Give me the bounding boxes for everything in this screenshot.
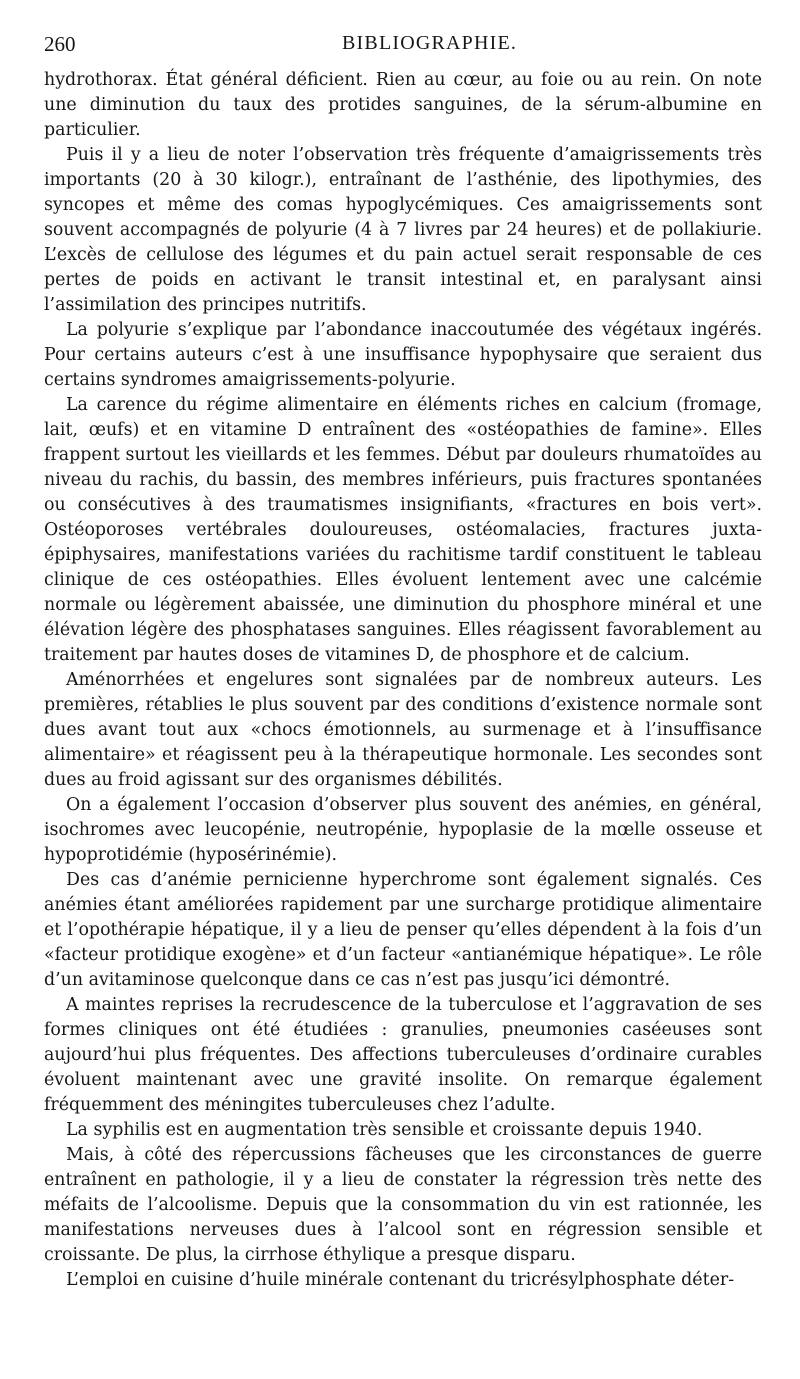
paragraph-hydrothorax: hydrothorax. État général déficient. Rien au cœur, au foie ou au rein. On note une diminution du taux des protides sanguines, de la sérum-albumine en particulier. xyxy=(44,70,762,140)
page-number: 260 xyxy=(44,32,76,56)
paragraph-anemies: On a également l’occasion d’observer plus souvent des anémies, en général, isochromes avec leucopénie, neutropénie, hypoplasie de la mœlle osseuse et hypoprotidémie (hyposérinémie). xyxy=(44,795,762,865)
paragraph-anemie-pernicienne: Des cas d’anémie pernicienne hyperchrome sont également signalés. Ces anémies étant améliorées rapidement par une surcharge protidique alimentaire et l’opothérapie hépatique, il y a lieu de penser qu’elles dépendent à la fois d’un «facteur protidique exogène» et d’un facteur «antianémique hépatique». Le rôle d’un avitaminose quelconque dans ce cas n’est pas jusqu’ici démontré. xyxy=(44,870,762,990)
book-page xyxy=(44,28,762,1293)
paragraph-polyurie: La polyurie s’explique par l’abondance inaccoutumée des végétaux ingérés. Pour certains auteurs c’est à une insuffisance hypophysaire que seraient dus certains syndromes amaigrissements-polyurie. xyxy=(44,320,762,390)
body-text xyxy=(44,68,762,1293)
paragraph-alcoolisme: Mais, à côté des répercussions fâcheuses que les circonstances de guerre entraînent en pathologie, il y a lieu de constater la régression très nette des méfaits de l’alcoolisme. Depuis que la consommation du vin est rationnée, les manifestations nerveuses dues à l’alcool sont en régression sensible et croissante. De plus, la cirrhose éthylique a presque disparu. xyxy=(44,1145,762,1265)
paragraph-amaigrissements: Puis il y a lieu de noter l’observation très fréquente d’amaigrissements très importants (20 à 30 kilogr.), entraînant de l’asthénie, des lipothymies, des syncopes et même des comas hypoglycémiques. Ces amaigrissements sont souvent accompagnés de polyurie (4 à 7 livres par 24 heures) et de pollakiurie. L’excès de cellulose des légumes et du pain actuel serait responsable de ces pertes de poids en activant le transit intestinal et, en paralysant ainsi l’assimilation des principes nutritifs. xyxy=(44,145,762,315)
paragraph-amenorrhees: Aménorrhées et engelures sont signalées par de nombreux auteurs. Les premières, rétablies le plus souvent par des conditions d’existence normale sont dues avant tout aux «chocs émotionnels, au surmenage et à l’insuffisance alimentaire» et réagissent peu à la thérapeutique hormonale. Les secondes sont dues au froid agissant sur des organismes débilités. xyxy=(44,670,762,790)
paragraph-osteopathies: La carence du régime alimentaire en éléments riches en calcium (fromage, lait, œufs) et en vitamine D entraînent des «ostéopathies de famine». Elles frappent surtout les vieillards et les femmes. Début par douleurs rhumatoïdes au niveau du rachis, du bassin, des membres inférieurs, puis fractures spontanées ou consécutives à des traumatismes insignifiants, «fractures en bois vert». Ostéoporoses vertébrales douloureuses, ostéomalacies, fractures juxta-épiphysaires, manifestations variées du rachitisme tardif constituent le tableau clinique de ces ostéopathies. Elles évoluent lentement avec une calcémie normale ou légèrement abaissée, une diminution du phosphore minéral et une élévation légère des phosphatases sanguines. Elles réagissent favorablement au traitement par hautes doses de vitamines D, de phosphore et de calcium. xyxy=(44,395,762,665)
paragraph-syphilis: La syphilis est en augmentation très sensible et croissante depuis 1940. xyxy=(66,1120,703,1140)
running-head xyxy=(44,28,762,68)
paragraph-huile-minerale: L’emploi en cuisine d’huile minérale contenant du tricrésylphosphate déter- xyxy=(66,1270,735,1290)
paragraph-tuberculose: A maintes reprises la recrudescence de la tuberculose et l’aggravation de ses formes cliniques ont été étudiées : granulies, pneumonies caséeuses sont aujourd’hui plus fréquentes. Des affections tuberculeuses d’ordinaire curables évoluent maintenant avec une gravité insolite. On remarque également fréquemment des méningites tuberculeuses chez l’adulte. xyxy=(44,995,762,1115)
running-title: BIBLIOGRAPHIE. xyxy=(342,32,518,54)
